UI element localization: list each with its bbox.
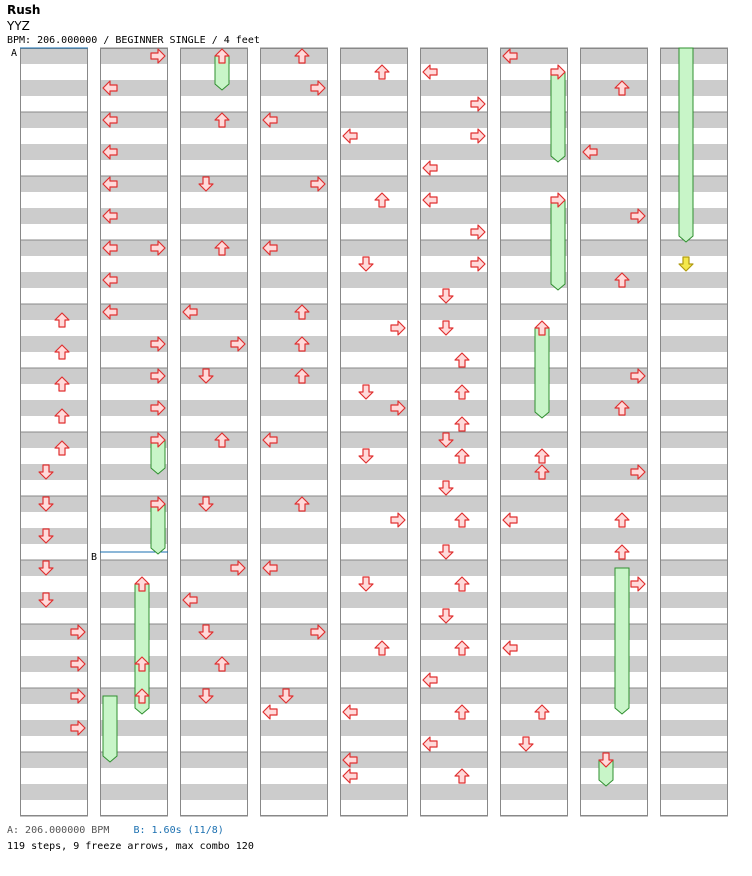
beat-stripe bbox=[340, 112, 408, 128]
beat-stripe bbox=[580, 752, 648, 768]
beat-stripe bbox=[420, 80, 488, 96]
arrow-up bbox=[455, 449, 469, 463]
arrow-up bbox=[455, 353, 469, 367]
beat-stripe bbox=[660, 560, 728, 576]
beat-stripe bbox=[660, 336, 728, 352]
beat-stripe bbox=[340, 272, 408, 288]
arrow-up bbox=[375, 65, 389, 79]
beat-stripe bbox=[580, 48, 648, 64]
beat-stripe bbox=[420, 112, 488, 128]
arrow-left bbox=[423, 673, 437, 687]
beat-stripe bbox=[340, 336, 408, 352]
beat-stripe bbox=[180, 464, 248, 480]
beat-stripe bbox=[420, 304, 488, 320]
arrow-up bbox=[455, 705, 469, 719]
bpm-a-label: A: 206.000000 BPM bbox=[7, 825, 110, 836]
beat-stripe bbox=[420, 784, 488, 800]
beat-stripe bbox=[580, 400, 648, 416]
beat-stripe bbox=[500, 464, 568, 480]
beat-stripe bbox=[420, 560, 488, 576]
beat-stripe bbox=[260, 304, 328, 320]
beat-stripe bbox=[420, 208, 488, 224]
beat-stripe bbox=[20, 112, 88, 128]
beat-stripe bbox=[180, 176, 248, 192]
arrow-left bbox=[423, 737, 437, 751]
arrow-up bbox=[455, 513, 469, 527]
beat-stripe bbox=[660, 368, 728, 384]
beat-stripe bbox=[180, 272, 248, 288]
beat-stripe bbox=[580, 592, 648, 608]
beat-stripe bbox=[260, 528, 328, 544]
arrow-down bbox=[439, 545, 453, 559]
arrow-up bbox=[455, 385, 469, 399]
beat-stripe bbox=[660, 272, 728, 288]
arrow-left bbox=[423, 161, 437, 175]
beat-stripe bbox=[20, 80, 88, 96]
beat-stripe bbox=[420, 528, 488, 544]
arrow-right bbox=[471, 225, 485, 239]
beat-stripe bbox=[20, 400, 88, 416]
beat-stripe bbox=[500, 304, 568, 320]
beat-stripe bbox=[660, 432, 728, 448]
freeze-arrow bbox=[103, 696, 117, 762]
beat-stripe bbox=[340, 656, 408, 672]
beat-stripe bbox=[580, 432, 648, 448]
arrow-down bbox=[439, 289, 453, 303]
beat-stripe bbox=[420, 336, 488, 352]
beat-stripe bbox=[260, 208, 328, 224]
arrow-up bbox=[375, 641, 389, 655]
beat-stripe bbox=[100, 784, 168, 800]
beat-stripe bbox=[420, 432, 488, 448]
arrow-right bbox=[391, 513, 405, 527]
beat-stripe bbox=[260, 784, 328, 800]
beat-stripe bbox=[420, 720, 488, 736]
arrow-right bbox=[471, 97, 485, 111]
arrow-up bbox=[535, 705, 549, 719]
beat-stripe bbox=[500, 720, 568, 736]
beat-stripe bbox=[660, 144, 728, 160]
beat-stripe bbox=[500, 368, 568, 384]
arrow-down bbox=[359, 385, 373, 399]
arrow-up bbox=[455, 641, 469, 655]
beat-stripe bbox=[100, 624, 168, 640]
beat-stripe bbox=[340, 624, 408, 640]
arrow-left bbox=[423, 65, 437, 79]
beat-stripe bbox=[340, 144, 408, 160]
beat-stripe bbox=[580, 656, 648, 672]
beat-stripe bbox=[500, 432, 568, 448]
arrow-down bbox=[359, 577, 373, 591]
beat-stripe bbox=[420, 464, 488, 480]
beat-stripe bbox=[180, 144, 248, 160]
beat-stripe bbox=[500, 528, 568, 544]
freeze-arrow bbox=[551, 200, 565, 290]
song-subtitle: YYZ bbox=[7, 19, 30, 33]
beat-stripe bbox=[660, 464, 728, 480]
beat-stripe bbox=[340, 560, 408, 576]
beat-stripe bbox=[340, 432, 408, 448]
beat-stripe bbox=[580, 496, 648, 512]
beat-stripe bbox=[260, 592, 328, 608]
beat-stripe bbox=[580, 560, 648, 576]
beat-stripe bbox=[580, 336, 648, 352]
beat-stripe bbox=[20, 240, 88, 256]
beat-stripe bbox=[420, 144, 488, 160]
beat-stripe bbox=[580, 176, 648, 192]
beat-stripe bbox=[420, 592, 488, 608]
beat-stripe bbox=[340, 592, 408, 608]
beat-stripe bbox=[500, 592, 568, 608]
beat-stripe bbox=[500, 336, 568, 352]
beat-stripe bbox=[420, 400, 488, 416]
marker-label: A bbox=[11, 48, 18, 59]
beat-stripe bbox=[500, 496, 568, 512]
beat-stripe bbox=[180, 432, 248, 448]
beat-stripe bbox=[340, 240, 408, 256]
beat-stripe bbox=[660, 688, 728, 704]
beat-stripe bbox=[260, 336, 328, 352]
beat-stripe bbox=[660, 496, 728, 512]
beat-stripe bbox=[20, 592, 88, 608]
arrow-down bbox=[359, 449, 373, 463]
arrow-down bbox=[439, 609, 453, 623]
beat-stripe bbox=[260, 48, 328, 64]
beat-stripe bbox=[420, 656, 488, 672]
beat-stripe bbox=[20, 528, 88, 544]
beat-stripe bbox=[420, 272, 488, 288]
beat-stripe bbox=[340, 720, 408, 736]
chart-stats: 119 steps, 9 freeze arrows, max combo 120 bbox=[7, 841, 254, 852]
beat-stripe bbox=[20, 336, 88, 352]
beat-stripe bbox=[260, 464, 328, 480]
arrow-right bbox=[471, 129, 485, 143]
beat-stripe bbox=[420, 624, 488, 640]
beat-stripe bbox=[180, 240, 248, 256]
beat-stripe bbox=[500, 752, 568, 768]
beat-stripe bbox=[420, 368, 488, 384]
beat-stripe bbox=[260, 368, 328, 384]
beat-stripe bbox=[340, 208, 408, 224]
arrow-left bbox=[503, 641, 517, 655]
beat-stripe bbox=[20, 272, 88, 288]
beat-stripe bbox=[420, 752, 488, 768]
beat-stripe bbox=[580, 240, 648, 256]
beat-stripe bbox=[260, 688, 328, 704]
chart-info: BPM: 206.000000 / BEGINNER SINGLE / 4 feet bbox=[7, 35, 260, 46]
beat-stripe bbox=[20, 496, 88, 512]
song-title: Rush bbox=[7, 3, 41, 17]
beat-stripe bbox=[180, 368, 248, 384]
beat-stripe bbox=[660, 624, 728, 640]
beat-stripe bbox=[340, 784, 408, 800]
beat-stripe bbox=[500, 688, 568, 704]
arrow-right bbox=[391, 321, 405, 335]
beat-stripe bbox=[420, 240, 488, 256]
arrow-down bbox=[439, 481, 453, 495]
freeze-arrow bbox=[679, 48, 693, 242]
beat-stripe bbox=[660, 208, 728, 224]
beat-stripe bbox=[580, 112, 648, 128]
beat-stripe bbox=[180, 528, 248, 544]
beat-stripe bbox=[340, 688, 408, 704]
beat-stripe bbox=[500, 560, 568, 576]
beat-stripe bbox=[260, 272, 328, 288]
arrow-left bbox=[343, 705, 357, 719]
freeze-arrow bbox=[615, 568, 629, 714]
beat-stripe bbox=[180, 656, 248, 672]
beat-stripe bbox=[20, 784, 88, 800]
beat-stripe bbox=[580, 272, 648, 288]
arrow-up bbox=[455, 577, 469, 591]
beat-stripe bbox=[260, 496, 328, 512]
beat-stripe bbox=[180, 752, 248, 768]
beat-stripe bbox=[20, 208, 88, 224]
beat-stripe bbox=[180, 624, 248, 640]
beat-stripe bbox=[660, 240, 728, 256]
arrow-up bbox=[615, 545, 629, 559]
beat-stripe bbox=[660, 752, 728, 768]
beat-stripe bbox=[500, 784, 568, 800]
beat-stripe bbox=[20, 304, 88, 320]
beat-stripe bbox=[260, 656, 328, 672]
shock-arrow bbox=[679, 257, 693, 271]
beat-stripe bbox=[660, 112, 728, 128]
beat-stripe bbox=[340, 528, 408, 544]
beat-stripe bbox=[420, 496, 488, 512]
beat-stripe bbox=[660, 592, 728, 608]
beat-stripe bbox=[660, 48, 728, 64]
beat-stripe bbox=[20, 48, 88, 64]
bpm-b-label: B: 1.60s (11/8) bbox=[133, 825, 224, 836]
beat-stripe bbox=[260, 752, 328, 768]
beat-stripe bbox=[500, 656, 568, 672]
beat-stripe bbox=[180, 720, 248, 736]
arrow-right bbox=[631, 577, 645, 591]
beat-stripe bbox=[180, 208, 248, 224]
beat-stripe bbox=[500, 400, 568, 416]
beat-stripe bbox=[20, 464, 88, 480]
beat-stripe bbox=[420, 48, 488, 64]
beat-stripe bbox=[660, 400, 728, 416]
arrow-up bbox=[455, 417, 469, 431]
beat-stripe bbox=[420, 688, 488, 704]
beat-stripe bbox=[180, 688, 248, 704]
beat-stripe bbox=[660, 656, 728, 672]
beat-stripe bbox=[660, 720, 728, 736]
arrow-down bbox=[519, 737, 533, 751]
beat-stripe bbox=[500, 624, 568, 640]
arrow-down bbox=[359, 257, 373, 271]
beat-stripe bbox=[180, 400, 248, 416]
arrow-up bbox=[455, 769, 469, 783]
beat-stripe bbox=[660, 304, 728, 320]
beat-stripe bbox=[180, 496, 248, 512]
beat-stripe bbox=[660, 176, 728, 192]
beat-stripe bbox=[580, 304, 648, 320]
freeze-arrow bbox=[551, 72, 565, 162]
beat-stripe bbox=[660, 784, 728, 800]
beat-stripe bbox=[660, 80, 728, 96]
beat-stripe bbox=[180, 112, 248, 128]
arrow-left bbox=[263, 705, 277, 719]
bpm-footer bbox=[7, 825, 224, 836]
beat-stripe bbox=[420, 176, 488, 192]
arrow-down bbox=[439, 321, 453, 335]
arrow-up bbox=[535, 449, 549, 463]
marker-label: B bbox=[91, 552, 98, 563]
beat-stripe bbox=[180, 48, 248, 64]
beat-stripe bbox=[580, 688, 648, 704]
beat-stripe bbox=[20, 560, 88, 576]
beat-stripe bbox=[20, 144, 88, 160]
beat-stripe bbox=[340, 48, 408, 64]
arrow-up bbox=[615, 513, 629, 527]
arrow-left bbox=[423, 193, 437, 207]
beat-stripe bbox=[580, 784, 648, 800]
beat-stripe bbox=[340, 304, 408, 320]
arrow-right bbox=[471, 257, 485, 271]
beat-stripe bbox=[20, 176, 88, 192]
beat-stripe bbox=[500, 176, 568, 192]
beat-stripe bbox=[260, 400, 328, 416]
arrow-left bbox=[343, 129, 357, 143]
beat-stripe bbox=[100, 560, 168, 576]
beat-stripe bbox=[100, 656, 168, 672]
beat-stripe bbox=[340, 464, 408, 480]
beat-stripe bbox=[580, 80, 648, 96]
beat-stripe bbox=[580, 624, 648, 640]
freeze-arrow bbox=[535, 328, 549, 418]
arrow-up bbox=[375, 193, 389, 207]
beat-stripe bbox=[580, 528, 648, 544]
beat-stripe bbox=[260, 720, 328, 736]
beat-stripe bbox=[260, 144, 328, 160]
beat-stripe bbox=[20, 752, 88, 768]
beat-stripe bbox=[580, 720, 648, 736]
beat-stripe bbox=[340, 368, 408, 384]
beat-stripe bbox=[20, 368, 88, 384]
beat-stripe bbox=[180, 80, 248, 96]
beat-stripe bbox=[180, 784, 248, 800]
arrow-left bbox=[503, 513, 517, 527]
beat-stripe bbox=[340, 176, 408, 192]
beat-stripe bbox=[340, 496, 408, 512]
beat-stripe bbox=[100, 592, 168, 608]
arrow-left bbox=[343, 769, 357, 783]
beat-stripe bbox=[660, 528, 728, 544]
beat-stripe bbox=[20, 432, 88, 448]
beat-stripe bbox=[340, 80, 408, 96]
